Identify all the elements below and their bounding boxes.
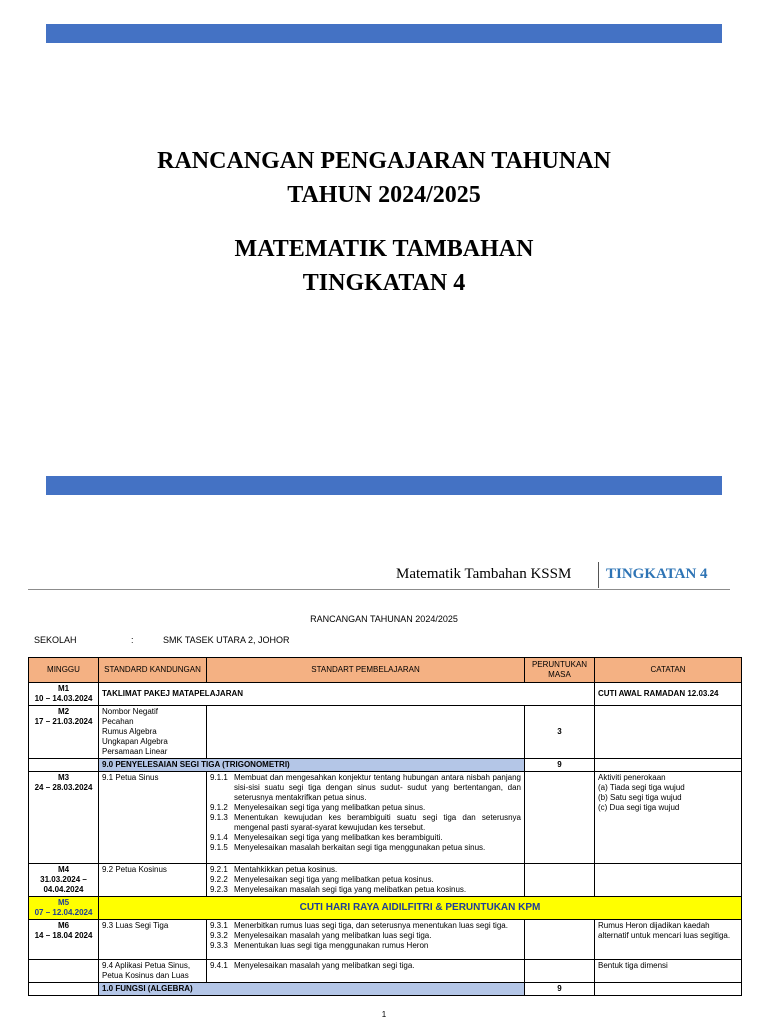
content-cell: 9.2 Petua Kosinus xyxy=(99,864,207,897)
list-item: Nombor Negatif xyxy=(102,707,159,716)
header-content-standard: STANDARD KANDUNGAN xyxy=(99,658,207,683)
week-cell xyxy=(29,920,99,960)
plan-title: RANCANGAN TAHUNAN 2024/2025 xyxy=(310,614,458,624)
week-dates: 14 – 18.04 2024 xyxy=(34,931,93,940)
week-cell xyxy=(29,864,99,897)
note-cell xyxy=(595,772,742,864)
learning-cell xyxy=(207,920,525,960)
list-item: (a) Tiada segi tiga wujud xyxy=(598,783,685,792)
page-header-rule xyxy=(28,589,730,590)
week-cell xyxy=(29,897,99,920)
header-learning-standard: STANDART PEMBELAJARAN xyxy=(207,658,525,683)
time-cell: 3 xyxy=(525,706,595,759)
table-row xyxy=(29,683,742,706)
week-dates: 07 – 12.04.2024 xyxy=(34,908,93,917)
header-notes: CATATAN xyxy=(595,658,742,683)
school-label: SEKOLAH xyxy=(34,635,77,645)
holiday-banner: CUTI HARI RAYA AIDILFITRI & PERUNTUKAN KPM xyxy=(99,897,742,920)
cover-title-line1: RANCANGAN PENGAJARAN TAHUNAN xyxy=(157,148,611,174)
list-item: 9.1.1 Membuat dan mengesahkan konjektur tentang hubungan antara nisbah panjang sisi-sisi suatu segi tiga dengan sinus sudut- sudut yang bertentangan, dan seterusnya mentakrifkan petua sinus. xyxy=(210,773,521,802)
list-item: 9.3.2 Menyelesaikan masalah yang melibatkan luas segi tiga. xyxy=(210,931,432,940)
header-time-allocation: PERUNTUKAN MASA xyxy=(525,658,595,683)
section-title: 1.0 FUNGSI (ALGEBRA) xyxy=(99,983,525,996)
list-item: 9.4.1 Menyelesaikan masalah yang melibatkan segi tiga. xyxy=(210,961,415,970)
week-number: M1 xyxy=(57,684,70,693)
week-number: M2 xyxy=(57,707,70,716)
learning-cell xyxy=(207,960,525,983)
table-row xyxy=(29,864,742,897)
week-dates: 24 – 28.03.2024 xyxy=(34,783,93,792)
yearly-plan-table xyxy=(28,657,742,996)
page-header-grade: TINGKATAN 4 xyxy=(606,566,708,582)
note-cell xyxy=(595,706,742,759)
list-item: (c) Dua segi tiga wujud xyxy=(598,803,680,812)
list-item: 9.1.5 Menyelesaikan masalah berkaitan segi tiga menggunakan petua sinus. xyxy=(210,843,486,852)
section-row xyxy=(29,759,742,772)
list-item: 9.1.4 Menyelesaikan segi tiga yang melibatkan kes berambiguiti. xyxy=(210,833,443,842)
list-item: Ungkapan Algebra xyxy=(102,737,168,746)
list-item: 9.3.3 Menentukan luas segi tiga menggunakan rumus Heron xyxy=(210,941,429,950)
time-cell: 9 xyxy=(525,983,595,996)
week-cell xyxy=(29,683,99,706)
note-cell: Rumus Heron dijadikan kaedah alternatif untuk mencari luas segitiga. xyxy=(595,920,742,960)
week-cell xyxy=(29,960,99,983)
week-number: M5 xyxy=(57,898,70,907)
empty-cell xyxy=(595,983,742,996)
learning-cell xyxy=(207,706,525,759)
note-cell xyxy=(595,864,742,897)
list-item: 9.2.1 Mentahkikkan petua kosinus. xyxy=(210,865,338,874)
empty-cell xyxy=(29,983,99,996)
content-cell: 9.3 Luas Segi Tiga xyxy=(99,920,207,960)
cover-subject-line: MATEMATIK TAMBAHAN xyxy=(234,236,534,262)
school-value: SMK TASEK UTARA 2, JOHOR xyxy=(163,635,290,645)
header-week: MINGGU xyxy=(29,658,99,683)
holiday-row xyxy=(29,897,742,920)
cover-subject-block xyxy=(0,232,768,300)
list-item: Persamaan Linear xyxy=(102,747,168,756)
note-cell: CUTI AWAL RAMADAN 12.03.24 xyxy=(595,683,742,706)
time-cell xyxy=(525,864,595,897)
table-row xyxy=(29,960,742,983)
list-item: 9.2.3 Menyelesaikan masalah segi tiga yang melibatkan petua kosinus. xyxy=(210,885,467,894)
week-number: M4 xyxy=(57,865,70,874)
table-row xyxy=(29,920,742,960)
week-cell xyxy=(29,772,99,864)
bottom-accent-bar xyxy=(46,476,722,495)
week-dates: 31.03.2024 – xyxy=(40,875,87,884)
week-cell xyxy=(29,706,99,759)
content-cell: TAKLIMAT PAKEJ MATAPELAJARAN xyxy=(99,683,595,706)
cover-title-block xyxy=(0,144,768,212)
top-accent-bar xyxy=(46,24,722,43)
list-item: 9.3.1 Menerbitkan rumus luas segi tiga, dan seterusnya menentukan luas segi tiga. xyxy=(210,921,508,930)
learning-cell xyxy=(207,864,525,897)
content-cell: 9.4 Aplikasi Petua Sinus, Petua Kosinus dan Luas xyxy=(99,960,207,983)
page-header-divider xyxy=(598,562,599,588)
week-number: M6 xyxy=(57,921,70,930)
empty-cell xyxy=(595,759,742,772)
page-number: 1 xyxy=(381,1010,387,1019)
content-cell: 9.1 Petua Sinus xyxy=(99,772,207,864)
cover-title-line2: TAHUN 2024/2025 xyxy=(287,182,481,208)
topics-cell xyxy=(99,706,207,759)
time-cell xyxy=(525,772,595,864)
table-row xyxy=(29,772,742,864)
list-item: Pecahan xyxy=(102,717,134,726)
table-row xyxy=(29,706,742,759)
time-cell xyxy=(525,920,595,960)
week-dates: 17 – 21.03.2024 xyxy=(34,717,93,726)
time-cell: 9 xyxy=(525,759,595,772)
list-item: Aktiviti penerokaan xyxy=(598,773,666,782)
list-item: 9.2.2 Menyelesaikan segi tiga yang melibatkan petua kosinus. xyxy=(210,875,434,884)
week-number: M3 xyxy=(57,773,70,782)
note-cell: Bentuk tiga dimensi xyxy=(595,960,742,983)
list-item: 9.1.3 Menentukan kewujudan kes berambiguiti suatu segi tiga dan seterusnya mengenal pasti syarat-syarat kewujudan kes tersebut. xyxy=(210,813,521,832)
section-title: 9.0 PENYELESAIAN SEGI TIGA (TRIGONOMETRI) xyxy=(99,759,525,772)
section-row xyxy=(29,983,742,996)
table-header-row xyxy=(29,658,742,683)
time-cell xyxy=(525,960,595,983)
school-colon: : xyxy=(131,635,134,645)
page-header-subject: Matematik Tambahan KSSM xyxy=(396,566,572,582)
week-dates: 04.04.2024 xyxy=(43,885,84,894)
learning-cell xyxy=(207,772,525,864)
cover-grade-line: TINGKATAN 4 xyxy=(302,270,466,296)
empty-cell xyxy=(29,759,99,772)
week-dates: 10 – 14.03.2024 xyxy=(34,694,93,703)
list-item: Rumus Algebra xyxy=(102,727,157,736)
list-item: 9.1.2 Menyelesaikan segi tiga yang melibatkan petua sinus. xyxy=(210,803,426,812)
list-item: (b) Satu segi tiga wujud xyxy=(598,793,682,802)
